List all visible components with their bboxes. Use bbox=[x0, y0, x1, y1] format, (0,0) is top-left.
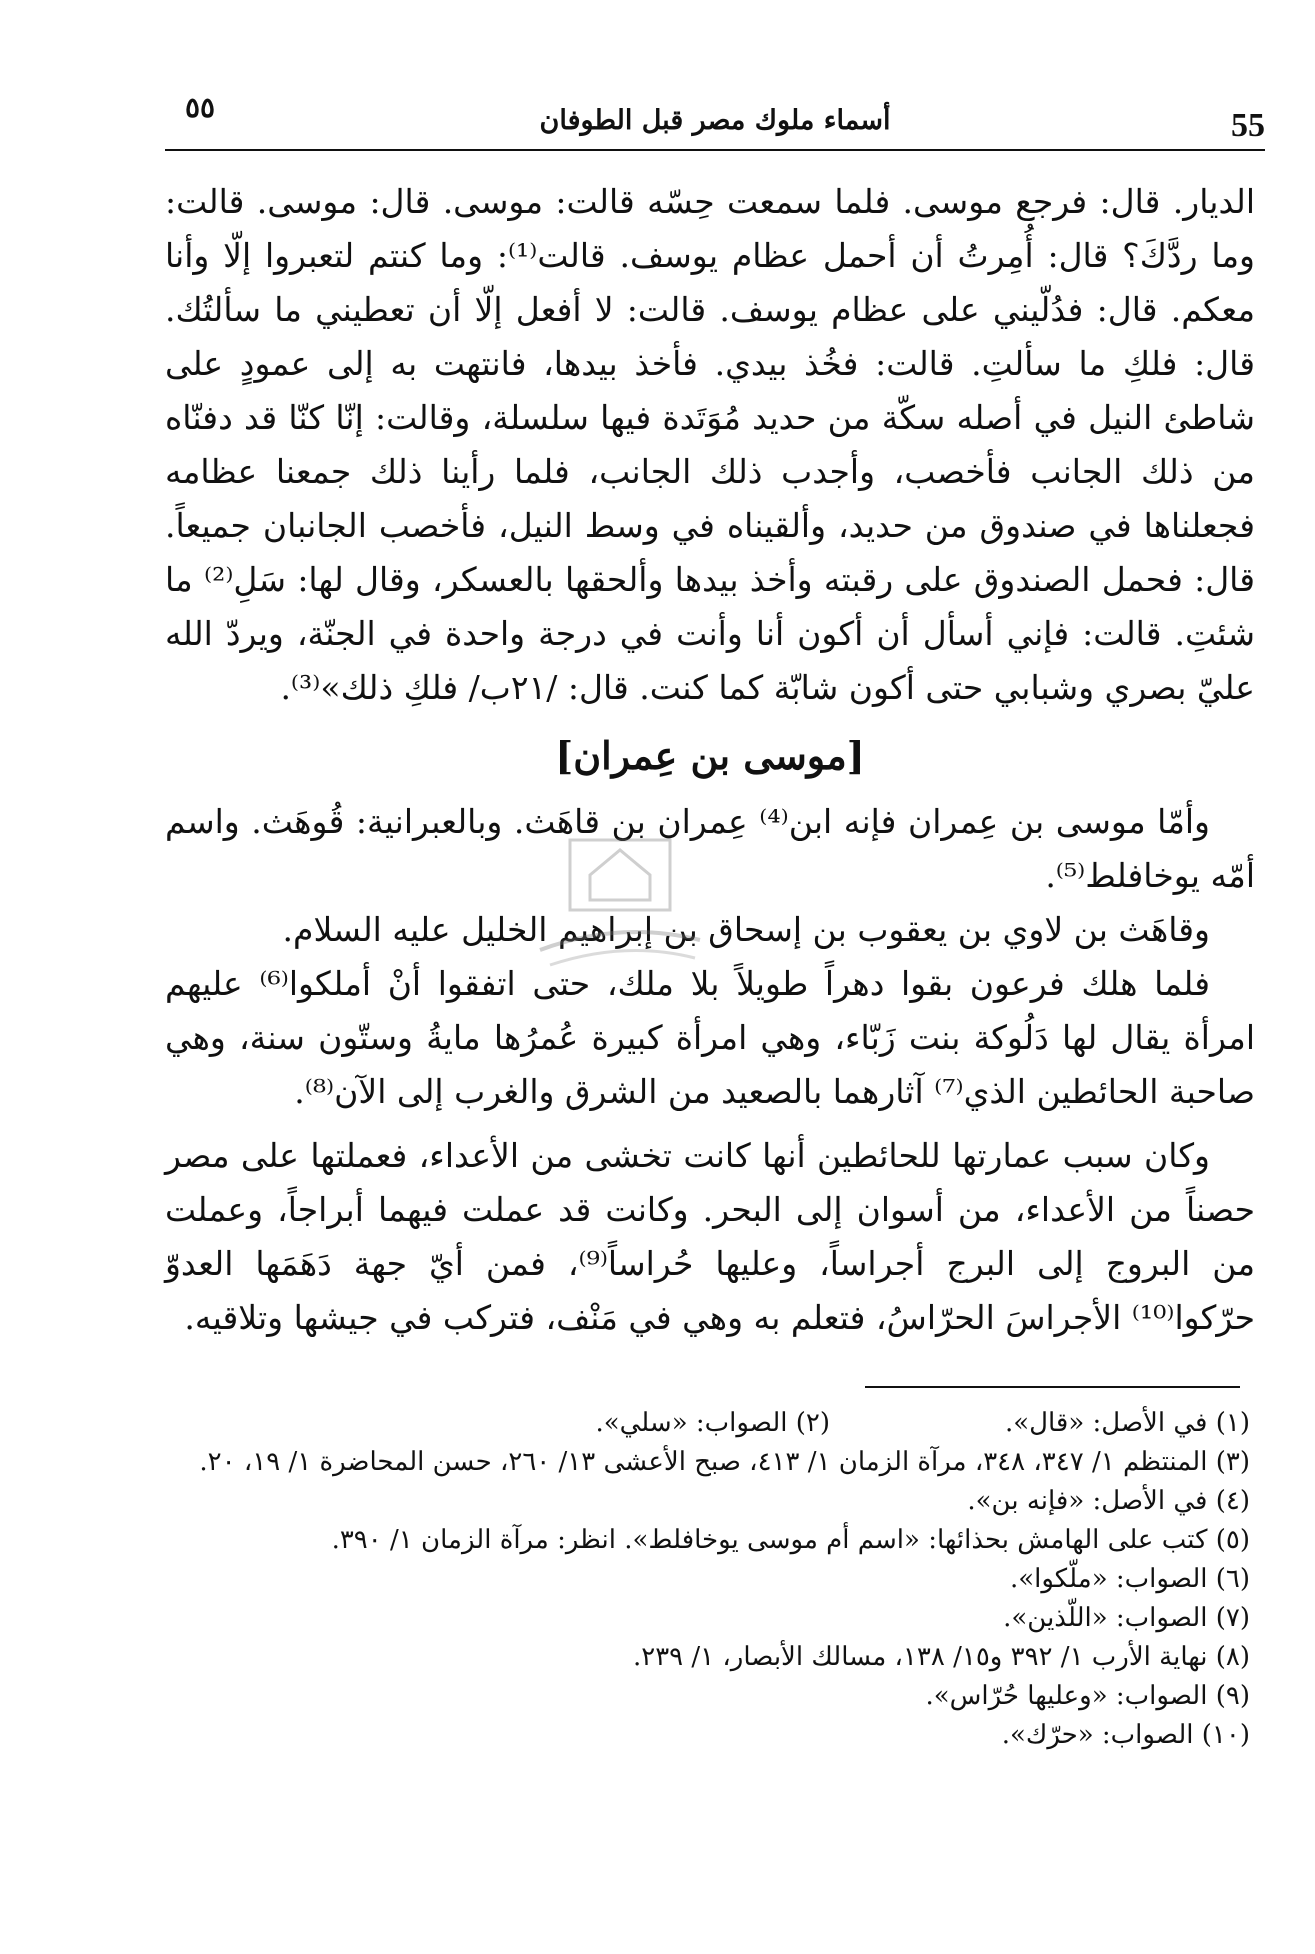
footnotes bbox=[160, 1404, 1250, 1755]
paragraph-4: فلما هلك فرعون بقوا دهراً طويلاً بلا ملك، حتى اتفقوا أنْ أملكوا⁽⁶⁾ عليهم امرأة يقال لها دَلُوكة بنت زَبّاء، وهي امرأة كبيرة عُمرُها مايةُ وستّون سنة، وهي صاحبة الحائطين الذي⁽⁷⁾ آثارهما بالصعيد من الشرق والغرب إلى الآن⁽⁸⁾. bbox=[165, 964, 1255, 1111]
paragraph-2: وأمّا موسى بن عِمران فإنه ابن⁽⁴⁾ عِمران بن قاهَث. وبالعبرانية: قُوهَث. واسم أمّه يوخافلط⁽⁵⁾. bbox=[165, 802, 1255, 895]
section-heading: [موسى بن عِمران] bbox=[555, 733, 865, 778]
footnote-separator bbox=[865, 1386, 1240, 1388]
footnote-row-1-2 bbox=[160, 1404, 1250, 1443]
header-rule bbox=[165, 149, 1265, 151]
running-title: أسماء ملوك مصر قبل الطوفان bbox=[539, 105, 891, 136]
footnote-6: (٦) الصواب: «ملّكوا». bbox=[1009, 1564, 1250, 1594]
footnote-1: (١) في الأصل: «قال». bbox=[1004, 1408, 1250, 1438]
footnote-7: (٧) الصواب: «اللّذين». bbox=[1003, 1603, 1250, 1633]
footnote-3: (٣) المنتظم ١/ ٣٤٧، ٣٤٨، مرآة الزمان ١/ ٤١٣، صبح الأعشى ١٣/ ٢٦٠، حسن المحاضرة ١/ ١٩، ٢٠. bbox=[199, 1447, 1250, 1477]
paragraph-gap bbox=[165, 1119, 1255, 1129]
main-text bbox=[165, 175, 1255, 1345]
footnote-4: (٤) في الأصل: «فإنه بن». bbox=[967, 1486, 1250, 1516]
page-number-latin: 55 bbox=[1231, 107, 1265, 144]
page-number-arabic: ٥٥ bbox=[185, 91, 216, 124]
footnote-5: (٥) كتب على الهامش بحذائها: «اسم أم موسى يوخافلط». انظر: مرآة الزمان ١/ ٣٩٠. bbox=[331, 1525, 1250, 1555]
library-watermark-stamp bbox=[530, 830, 710, 980]
paragraph-5: وكان سبب عمارتها للحائطين أنها كانت تخشى من الأعداء، فعملتها على مصر حصناً من الأعداء، من أسوان إلى البحر. وكانت قد عملت فيهما أبراجاً، وعملت من البروج إلى البرج أجراساً، وعليها حُراساً⁽⁹⁾، فمن أيّ جهة دَهَمَها العدوّ حرّكوا⁽¹⁰⁾ الأجراسَ الحرّاسُ، فتعلم به وهي في مَنْف، فتركب في جيشها وتلاقيه. bbox=[165, 1136, 1255, 1337]
footnote-10: (١٠) الصواب: «حرّك». bbox=[1001, 1720, 1250, 1750]
footnote-2: (٢) الصواب: «سلي». bbox=[595, 1408, 830, 1438]
footnote-8: (٨) نهاية الأرب ١/ ٣٩٢ و١٥/ ١٣٨، مسالك الأبصار، ١/ ٢٣٩. bbox=[632, 1642, 1250, 1672]
footnote-9: (٩) الصواب: «وعليها حُرّاس». bbox=[925, 1681, 1250, 1711]
paragraph-3: وقاهَث بن لاوي بن يعقوب بن إسحاق بن إبراهيم الخليل عليه السلام. bbox=[282, 910, 1210, 949]
page-header bbox=[165, 85, 1265, 145]
paragraph-1: الديار. قال: فرجع موسى. فلما سمعت حِسّه قالت: موسى. قال: موسى. قالت: وما ردَّكَ؟ قال: أُمِرتُ أن أحمل عظام يوسف. قالت⁽¹⁾: وما كنتم لتعبروا إلّا وأنا معكم. قال: فدُلّيني على عظام يوسف. قالت: لا أفعل إلّا أن تعطيني ما سألتُك. قال: فلكِ ما سألتِ. قالت: فخُذ بيدي. فأخذ بيدها، فانتهت به إلى عمودٍ على شاطئ النيل في أصله سكّة من حديد مُوَتَدة فيها سلسلة، وقالت: إنّا كنّا قد دفنّاه من ذلك الجانب فأخصب، وأجدب ذلك الجانب، فلما رأينا ذلك جمعنا عظامه فجعلناها في صندوق من حديد، وألقيناه في وسط النيل، فأخصب الجانبان جميعاً. قال: فحمل الصندوق على رقبته وأخذ بيدها وألحقها بالعسكر، وقال لها: سَلِ⁽²⁾ ما شئتِ. قالت: فإني أسأل أن أكون أنا وأنت في درجة واحدة في الجنّة، ويردّ الله عليّ بصري وشبابي حتى أكون شابّة كما كنت. قال: /٢١ب/ فلكِ ذلك»⁽³⁾. bbox=[165, 182, 1256, 707]
